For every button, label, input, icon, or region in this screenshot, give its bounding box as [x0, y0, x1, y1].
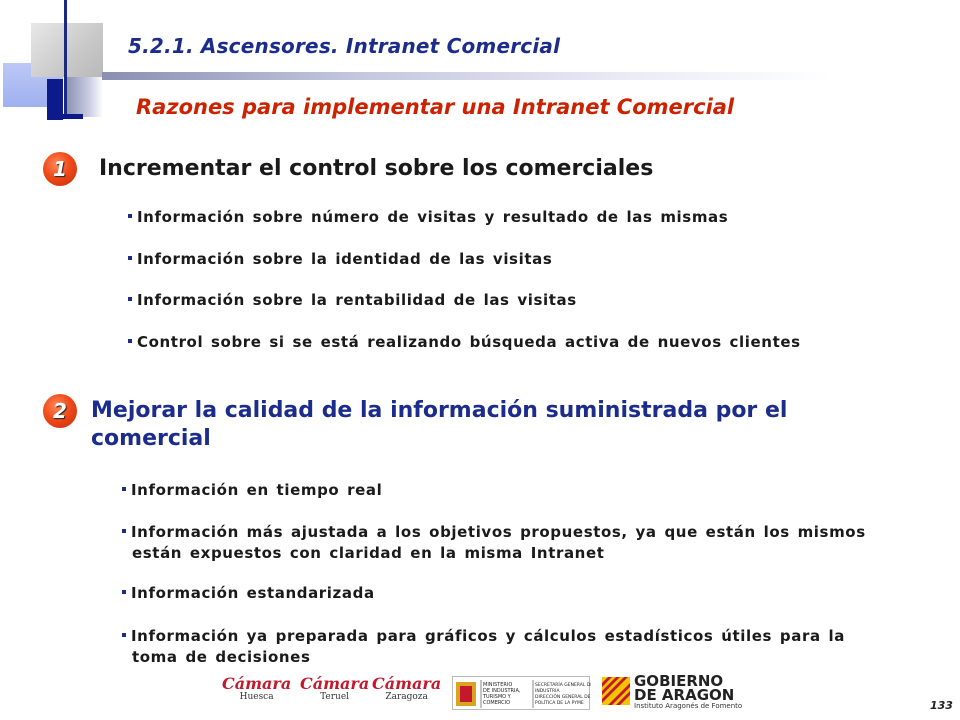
logo-name: Cámara — [372, 674, 442, 693]
bullet-text: Información sobre número de visitas y resultado de las mismas — [137, 208, 729, 226]
logo-sub: Zaragoza — [385, 692, 428, 702]
bullet-item — [122, 480, 922, 501]
decorative-block-navy-foot — [63, 114, 83, 119]
bullet-text: Información sobre la rentabilidad de las visitas — [137, 291, 577, 309]
bullet-item — [122, 583, 922, 604]
bullet-text: Información ya preparada para gráficos y cálculos estadísticos útiles para la — [131, 627, 845, 645]
bullet-item — [128, 207, 728, 228]
page-number: 133 — [930, 699, 953, 712]
decorative-block-gray — [31, 23, 103, 77]
bullet-item — [122, 522, 922, 564]
spain-crest-icon — [453, 677, 591, 711]
ministerio-text: SECRETARÍA GENERAL DE — [535, 683, 591, 688]
camara-zaragoza-logo — [372, 676, 441, 702]
ministerio-text: POLÍTICA DE LA PYME — [535, 701, 584, 706]
ministerio-text: MINISTERIO — [483, 682, 513, 688]
bullet-text: Información estandarizada — [131, 584, 375, 602]
point-heading-2: Mejorar la calidad de la información suministrada por el comercial — [91, 398, 788, 451]
bullet-item — [122, 626, 922, 668]
bullet-text: Control sobre si se está realizando búsqueda activa de nuevos clientes — [137, 333, 801, 351]
logo-sub: Teruel — [320, 692, 350, 702]
number-badge-1: 1 — [43, 152, 77, 186]
bullet-item — [128, 332, 801, 353]
logo-name: Cámara — [222, 674, 292, 693]
bullet-marker-icon — [128, 339, 132, 343]
decorative-block-navy — [47, 79, 63, 120]
bullet-marker-icon — [122, 529, 126, 533]
camara-teruel-logo — [300, 676, 369, 702]
decorative-block-shade — [67, 77, 103, 117]
number-badge-2: 2 — [43, 394, 77, 428]
bullet-marker-icon — [122, 487, 126, 491]
camara-huesca-logo — [222, 676, 291, 702]
decorative-header-rule — [102, 72, 832, 80]
bullet-text-continued: toma de decisiones — [132, 648, 311, 666]
bullet-marker-icon — [122, 633, 126, 637]
ministerio-logo — [452, 676, 590, 710]
bullet-marker-icon — [128, 214, 132, 218]
slide-subtitle: Razones para implementar una Intranet Comercial — [136, 95, 735, 119]
bullet-marker-icon — [122, 590, 126, 594]
point-heading-1: Incrementar el control sobre los comerciales — [99, 156, 654, 181]
decorative-vertical-line — [64, 0, 67, 118]
logo-sub: Huesca — [239, 692, 274, 702]
ministerio-text: TURISMO Y — [483, 694, 511, 700]
ministerio-text: COMERCIO — [483, 700, 511, 706]
logo-name: Cámara — [300, 674, 370, 693]
gobierno-sub: Instituto Aragonés de Fomento — [634, 702, 743, 710]
bullet-item — [128, 290, 577, 311]
bullet-text-continued: están expuestos con claridad en la misma Intranet — [132, 544, 605, 562]
bullet-text: Información más ajustada a los objetivos propuestos, ya que están los mismos — [131, 523, 866, 541]
gobierno-line2: DE ARAGON — [634, 686, 735, 704]
bullet-marker-icon — [128, 297, 132, 301]
aragon-stripes-icon — [602, 677, 630, 705]
bullet-text: Información en tiempo real — [131, 481, 383, 499]
bullet-marker-icon — [128, 256, 132, 260]
ministerio-text: DE INDUSTRIA, — [483, 688, 521, 694]
section-title: 5.2.1. Ascensores. Intranet Comercial — [128, 34, 561, 58]
ministerio-text: DIRECCIÓN GENERAL DE — [535, 695, 591, 700]
ministerio-text: INDUSTRIA — [535, 689, 560, 694]
bullet-text: Información sobre la identidad de las visitas — [137, 250, 553, 268]
gobierno-line1: GOBIERNO — [634, 672, 724, 690]
bullet-item — [128, 249, 552, 270]
